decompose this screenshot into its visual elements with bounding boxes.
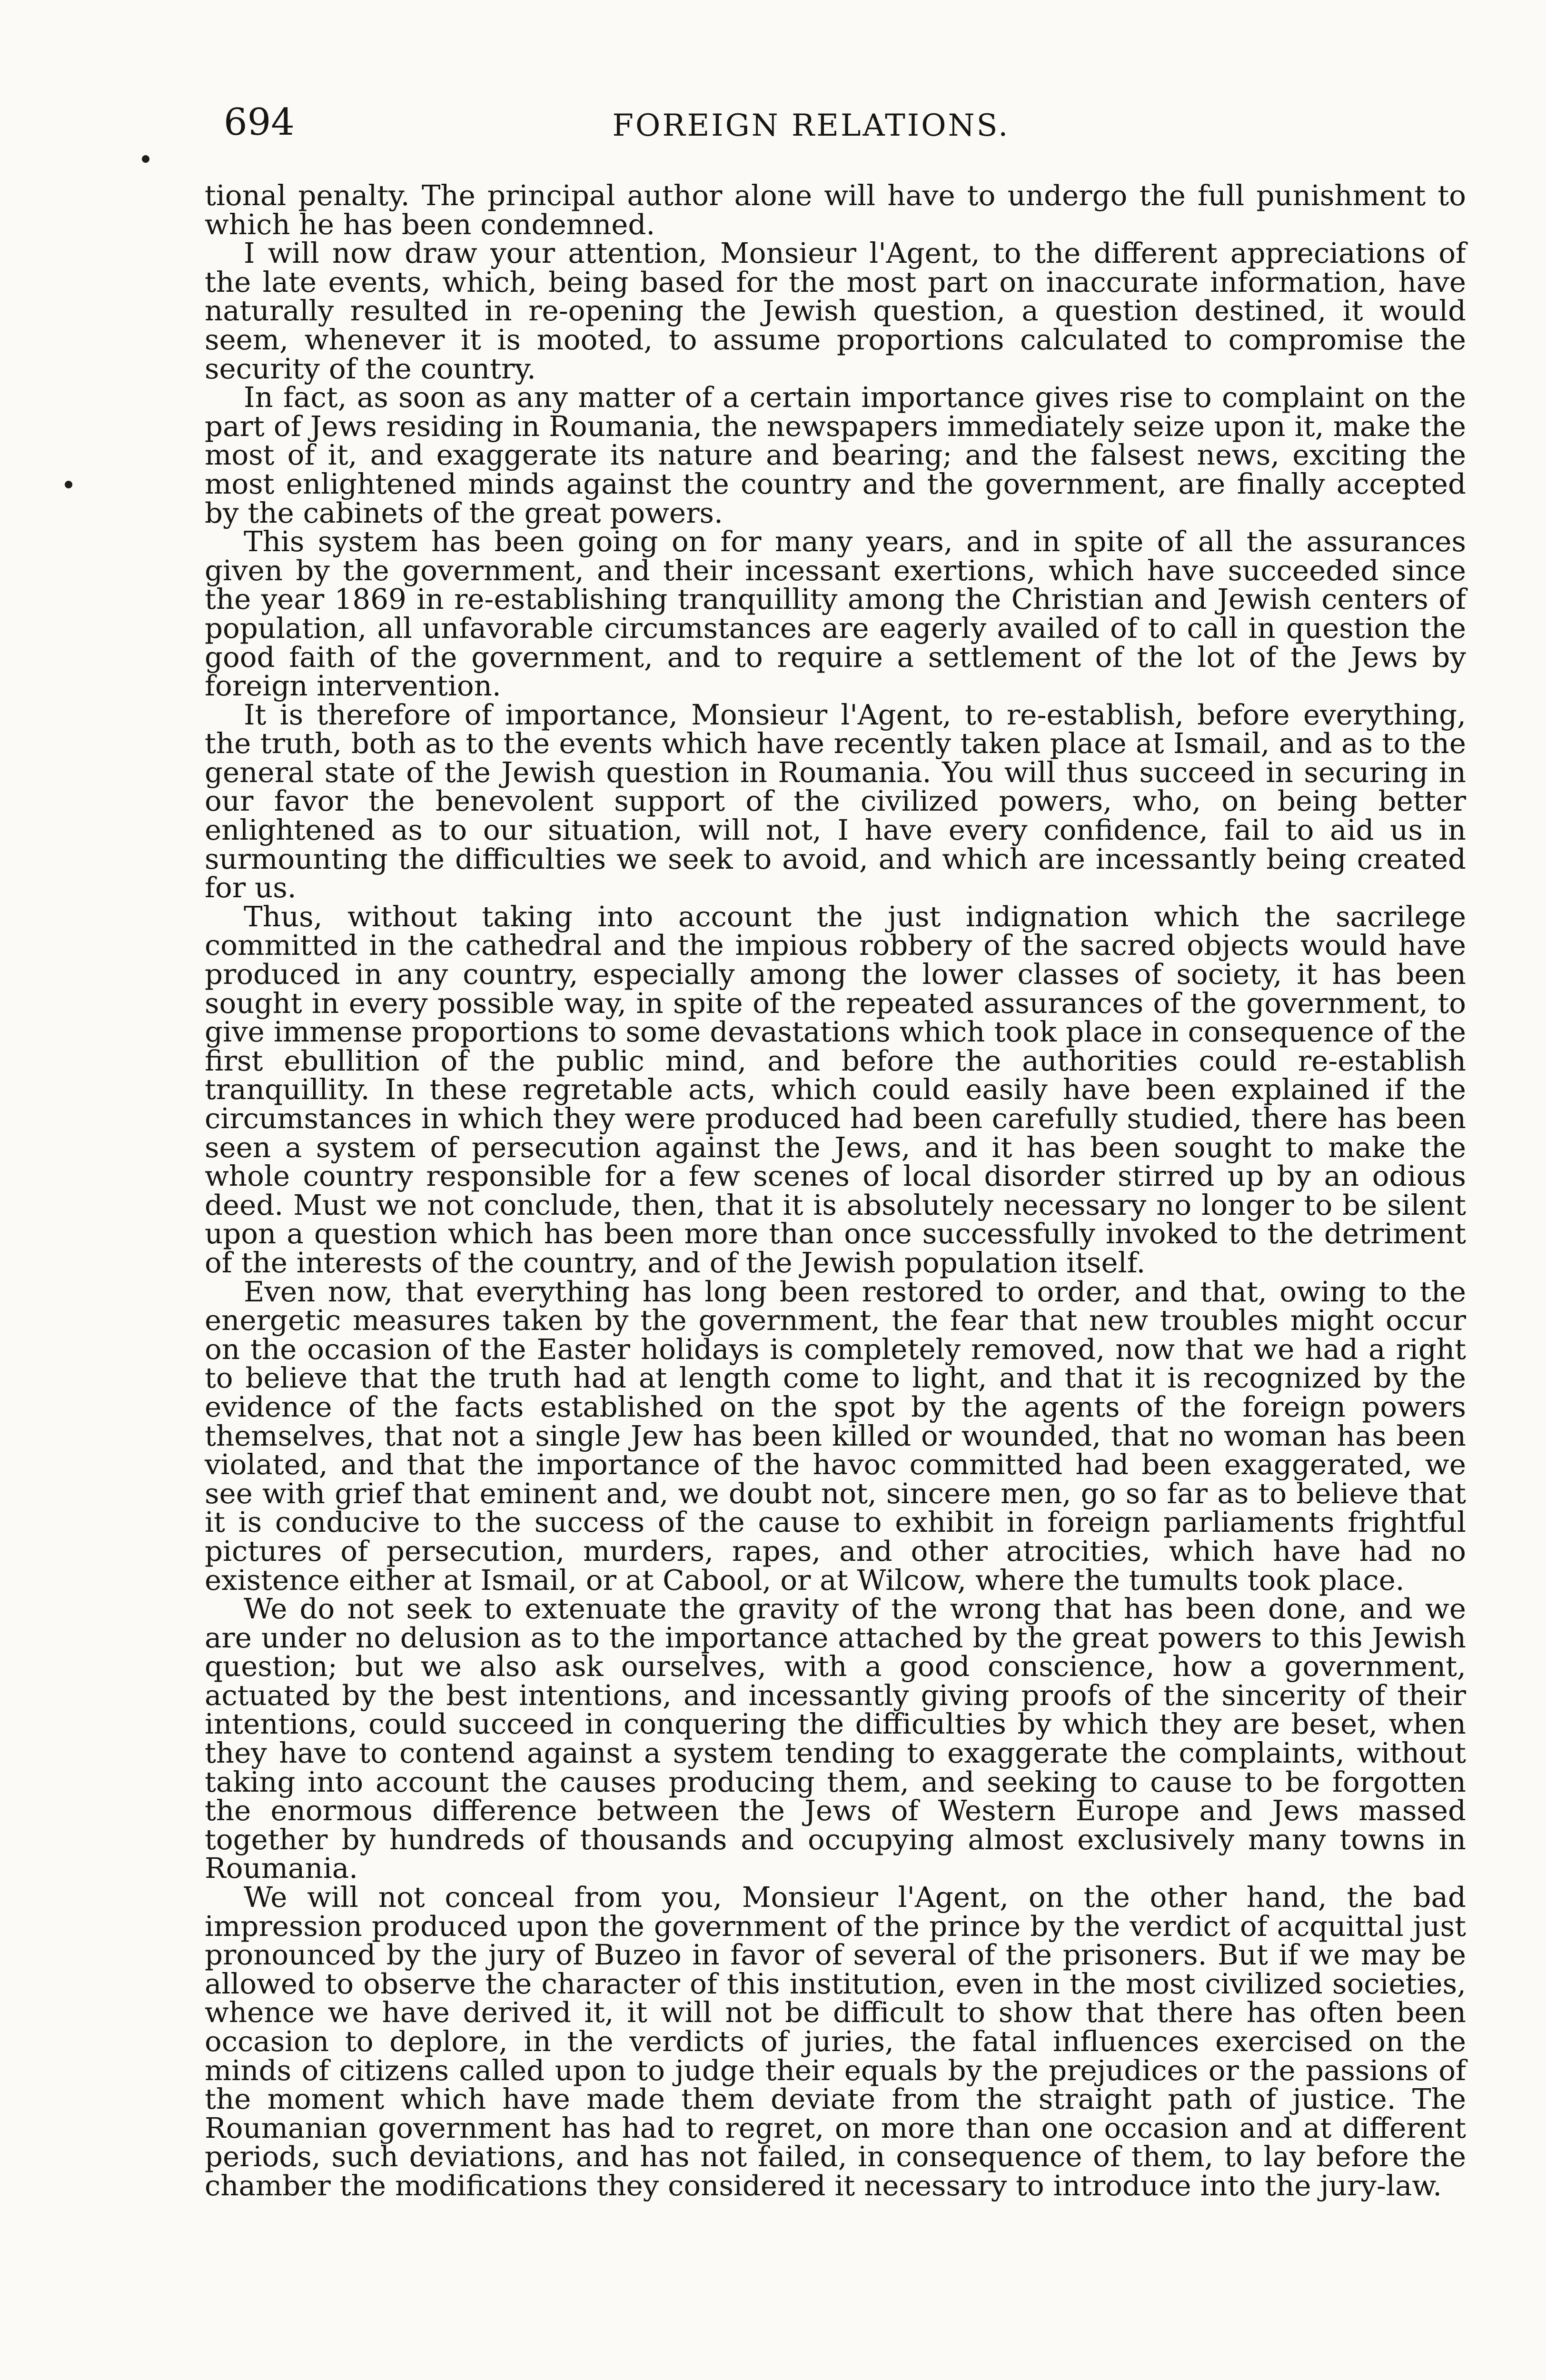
paragraph: It is therefore of importance, Monsieur l'Agent, to re-establish, before everything, the truth, both as to the events which have recently taken place at Ismail, and as to the general state of the Jewish question in Roumania. You will thus succeed in securing in our favor the benevolent support of the civilized powers, who, on being better enlightened as to our situation, will not, I have every confidence, fail to aid us in surmounting the difficulties we seek to avoid, and which are incessantly being created for us. [205,698,1466,905]
paragraph: Thus, without taking into account the just indignation which the sacrilege committed in the cathedral and the impious robbery of the sacred objects would have produced in any country, especially among the lower classes of society, it has been sought in every possible way, in spite of the repeated assurances of the government, to give immense proportions to some devastations which took place in consequence of the first ebullition of the public mind, and before the authorities could re-establish tranquillity. In these regretable acts, which could easily have been explained if the circumstances in which they were produced had been carefully studied, there has been seen a system of persecution against the Jews, and it has been sought to make the whole country responsible for a few scenes of local disorder stirred up by an odious deed. Must we not conclude, then, that it is absolutely necessary no longer to be silent upon a question which has been more than once successfully invoked to the detriment of the interests of the country, and of the Jewish population itself. [205,900,1466,1279]
paragraph: tional penalty. The principal author alone will have to undergo the full punishment to which he has been condemned. [205,179,1466,241]
paragraph: Even now, that everything has long been restored to order, and that, owing to the energetic measures taken by the government, the fear that new troubles might occur on the occasion of the Easter holidays is completely removed, now that we had a right to believe that the truth had at length come to light, and that it is recognized by the evidence of the facts established on the spot by the agents of the foreign powers themselves, that not a single Jew has been killed or wounded, that no woman has been violated, and that the importance of the havoc committed had been exaggerated, we see with grief that eminent and, we doubt not, sincere men, go so far as to believe that it is conducive to the success of the cause to exhibit in foreign parliaments frightful pictures of persecution, murders, rapes, and other atrocities, which have had no existence either at Ismail, or at Cabool, or at Wilcow, where the tumults took place. [205,1275,1466,1597]
paragraph: This system has been going on for many years, and in spite of all the assurances given by the government, and their incessant exertions, which have succeeded since the year 1869 in re-establishing tranquillity among the Christian and Jewish centers of population, all unfavorable circumstances are eagerly availed of to call in question the good faith of the government, and to require a settlement of the lot of the Jews by foreign intervention. [205,526,1466,703]
paragraph: In fact, as soon as any matter of a certain importance gives rise to complaint on the part of Jews residing in Roumania, the newspapers immediately seize upon it, make the most of it, and exaggerate its nature and bearing; and the falsest news, exciting the most enlightened minds against the country and the government, are finally accepted by the cabinets of the great powers. [205,381,1466,530]
paragraph: We do not seek to extenuate the gravity of the wrong that has been done, and we are under no delusion as to the importance attached by the great powers to this Jewish question; but we also ask ourselves, with a good conscience, how a government, actuated by the best intentions, and incessantly giving proofs of the sincerity of their intentions, could succeed in conquering the difficulties by which they are beset, when they have to contend against a system tending to exaggerate the complaints, without taking into account the causes producing them, and seeking to cause to be forgotten the enormous difference between the Jews of Western Europe and Jews massed together by hundreds of thousands and occupying almost exclusively many towns in Roumania. [205,1593,1466,1885]
page-number: 694 [224,101,295,144]
margin-dot [142,155,149,163]
paragraph: We will not conceal from you, Monsieur l'Agent, on the other hand, the bad impression produced upon the government of the prince by the verdict of acquittal just pronounced by the jury of Buzeo in favor of several of the prisoners. But if we may be allowed to observe the character of this institution, even in the most civilized societies, whence we have derived it, it will not be difficult to show that there has often been occasion to deplore, in the verdicts of juries, the fatal influences exercised on the minds of citizens called upon to judge their equals by the prejudices or the passions of the moment which have made them deviate from the straight path of justice. The Roumanian government has had to regret, on more than one occasion and at different periods, such deviations, and has not failed, in consequence of them, to lay before the chamber the modifications they considered it necessary to introduce into the jury-law. [205,1881,1466,2202]
running-title: FOREIGN RELATIONS. [612,108,1010,143]
body-text [205,179,1466,2202]
margin-dot [65,481,72,488]
paragraph: I will now draw your attention, Monsieur l'Agent, to the different appreciations of the late events, which, being based for the most part on inaccurate information, have naturally resulted in re-opening the Jewish question, a question destined, it would seem, whenever it is mooted, to assume proportions calculated to compromise the security of the country. [205,237,1466,386]
